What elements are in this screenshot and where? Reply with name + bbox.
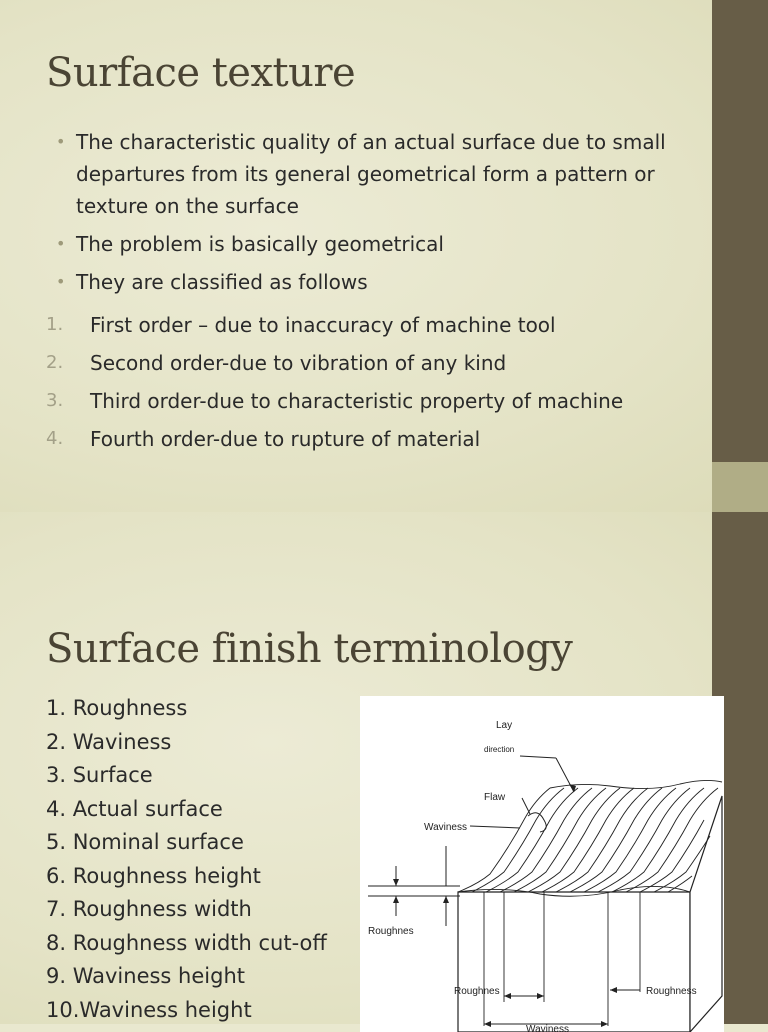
list-number: 4. bbox=[46, 428, 64, 449]
slide-sidebar bbox=[712, 0, 768, 512]
list-item: 7. Roughness width bbox=[46, 897, 252, 921]
list-number: 3. bbox=[46, 390, 64, 411]
bullet-icon: • bbox=[56, 132, 66, 151]
list-text: Fourth order-due to rupture of material bbox=[90, 427, 481, 451]
bullet-text: The characteristic quality of an actual surface due to small departures from its general geometrical form a pattern or texture on the surface bbox=[76, 130, 666, 218]
list-text: Second order-due to vibration of any kind bbox=[90, 351, 507, 375]
bullet-item bbox=[56, 266, 696, 298]
diagram-svg bbox=[360, 696, 724, 1032]
bullet-list bbox=[56, 126, 696, 304]
label-waviness: Waviness bbox=[424, 822, 467, 833]
list-item: 3. Surface bbox=[46, 763, 153, 787]
label-waviness-bottom: Waviness bbox=[526, 1024, 569, 1032]
list-item: 8. Roughness width cut-off bbox=[46, 930, 327, 955]
sidebar-accent bbox=[712, 462, 768, 518]
label-flaw: Flaw bbox=[484, 792, 506, 803]
list-item: 1. Roughness bbox=[46, 696, 188, 720]
surface-texture-diagram bbox=[360, 696, 724, 1032]
list-item bbox=[46, 344, 696, 382]
bullet-icon: • bbox=[56, 234, 66, 253]
label-roughness-right: Roughness bbox=[646, 986, 697, 997]
label-lay: Lay bbox=[496, 720, 513, 731]
classification-list bbox=[46, 306, 696, 458]
bullet-icon: • bbox=[56, 272, 66, 291]
slide-title: Surface texture bbox=[46, 50, 356, 96]
list-number: 2. bbox=[46, 352, 64, 373]
list-number: 1. bbox=[46, 314, 64, 335]
slide-title: Surface finish terminology bbox=[46, 626, 573, 672]
label-lay-direction: direction bbox=[484, 745, 515, 754]
block-front-face bbox=[458, 892, 690, 1032]
bullet-text: The problem is basically geometrical bbox=[76, 232, 444, 256]
label-roughness-left: Roughnes bbox=[368, 926, 414, 937]
slide-surface-finish-terminology bbox=[0, 512, 768, 1032]
list-item: 5. Nominal surface bbox=[46, 830, 244, 854]
list-item: 10.Waviness height bbox=[46, 997, 252, 1022]
list-item: 6. Roughness height bbox=[46, 863, 261, 888]
bullet-item bbox=[56, 126, 696, 222]
list-item: 4. Actual surface bbox=[46, 796, 223, 821]
terminology-list bbox=[46, 692, 327, 1027]
list-item bbox=[46, 420, 696, 458]
label-roughness-bottom: Roughnes bbox=[454, 986, 500, 997]
list-text: First order – due to inaccuracy of machine tool bbox=[90, 313, 556, 337]
list-item: 9. Waviness height bbox=[46, 964, 245, 988]
list-item bbox=[46, 306, 696, 344]
list-item: 2. Waviness bbox=[46, 729, 172, 754]
bullet-item bbox=[56, 228, 696, 260]
slide-surface-texture bbox=[0, 0, 768, 512]
list-item bbox=[46, 382, 696, 420]
bullet-text: They are classified as follows bbox=[76, 270, 368, 294]
list-text: Third order-due to characteristic property of machine bbox=[90, 389, 624, 413]
